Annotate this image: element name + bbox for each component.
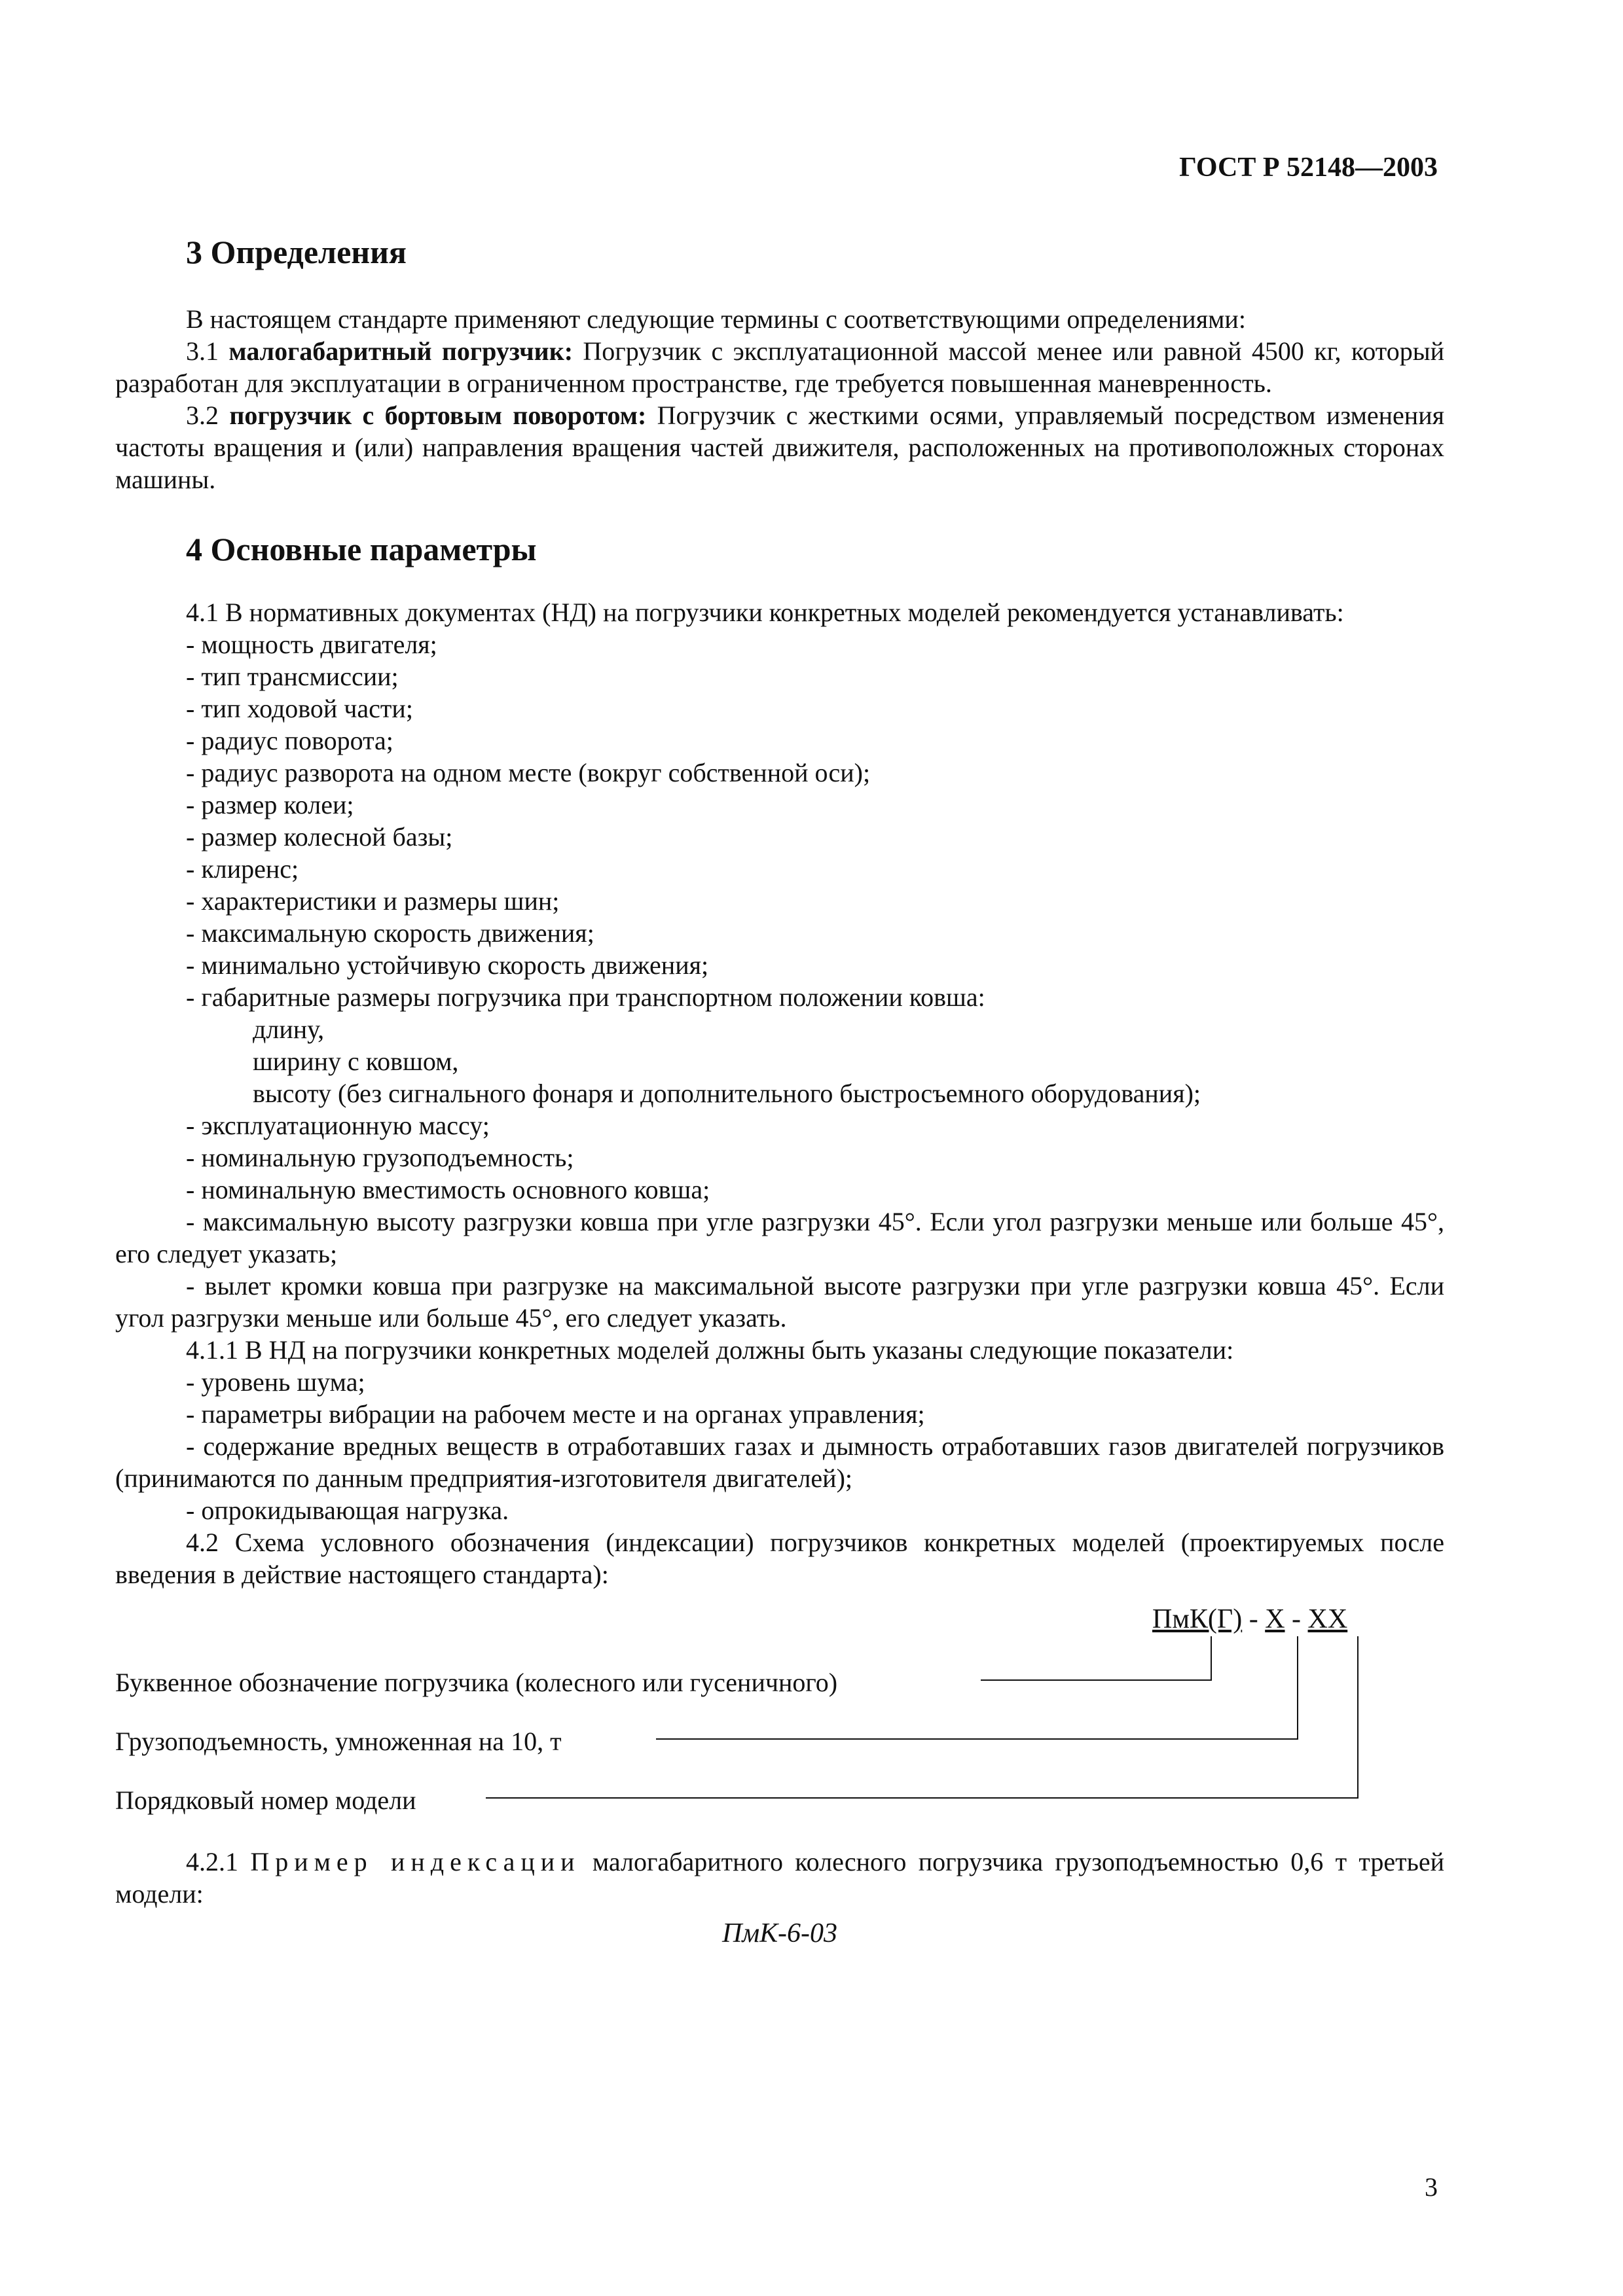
definition-number: 3.2	[186, 401, 219, 430]
page-content	[115, 232, 1444, 1950]
example-designation: ПмК-6-03	[722, 1918, 837, 1948]
paragraph-number: 4.2.1	[186, 1847, 238, 1876]
section-4-title: 4 Основные параметры	[186, 531, 537, 567]
code-model: ХХ	[1307, 1604, 1348, 1634]
list-item: - минимально устойчивую скорость движения;	[186, 950, 709, 980]
definition-3-1	[115, 335, 1444, 399]
designation-code	[1152, 1604, 1347, 1636]
section-3-title: 3 Определения	[186, 234, 407, 270]
example-heading: Пример индексации	[250, 1847, 581, 1876]
definition-term: малогабаритный погрузчик:	[228, 336, 574, 366]
definition-term: погрузчик с бортовым поворотом:	[229, 401, 647, 430]
paragraph-4-1-1: 4.1.1 В НД на погрузчики конкретных моделей должны быть указаны следующие показатели:	[186, 1335, 1234, 1365]
list-item: - номинальную грузоподъемность;	[186, 1143, 574, 1172]
page-number: 3	[1425, 2172, 1438, 2202]
list-item: - номинальную вместимость основного ковша;	[186, 1175, 710, 1204]
list-item: - характеристики и размеры шин;	[186, 886, 560, 916]
code-separator: -	[1242, 1604, 1266, 1634]
scheme-label-capacity: Грузоподъемность, умноженная на 10, т	[115, 1727, 562, 1756]
paragraph-4-2: 4.2 Схема условного обозначения (индексации) погрузчиков конкретных моделей (проектируемых после введения в действие настоящего стандарта):	[115, 1528, 1444, 1589]
list-item: - опрокидывающая нагрузка.	[186, 1496, 509, 1525]
list-item: - параметры вибрации на рабочем месте и на органах управления;	[186, 1399, 925, 1429]
list-item: - размер колесной базы;	[186, 822, 453, 852]
definition-3-2	[115, 399, 1444, 495]
code-separator: -	[1285, 1604, 1308, 1634]
list-item: - радиус поворота;	[186, 726, 393, 755]
list-item: - эксплуатационную массу;	[186, 1111, 490, 1140]
document-id: ГОСТ Р 52148—2003	[1179, 152, 1438, 183]
list-item: - максимальную скорость движения;	[186, 918, 594, 948]
section-3-intro: В настоящем стандарте применяют следующие термины с соответствующими определениями:	[186, 304, 1246, 334]
sub-list-item: длину,	[253, 1014, 325, 1044]
list-item: - клиренс;	[186, 854, 299, 884]
designation-scheme	[115, 1604, 1444, 1846]
definition-text: Погрузчик с жесткими осями, управляемый посредством изменения частоты вращения и (или) направления вращения частей движителя, расположенных на противоположных сторонах машины.	[115, 401, 1445, 494]
leader-line-type	[981, 1636, 1211, 1680]
paragraph-4-1: 4.1 В нормативных документах (НД) на погрузчики конкретных моделей рекомендуется устанавливать:	[186, 598, 1344, 627]
example-description: малогабаритного колесного погрузчика грузоподъемностью 0,6 т третьей модели:	[115, 1847, 1444, 1909]
list-item: - радиус разворота на одном месте (вокруг собственной оси);	[186, 758, 871, 787]
sub-list-item: высоту (без сигнального фонаря и дополнительного быстросъемного оборудования);	[253, 1079, 1201, 1108]
list-item-emissions: - содержание вредных веществ в отработавших газах и дымность отработавших газов двигателей погрузчиков (принимаются по данным предприятия-изготовителя двигателей);	[115, 1431, 1444, 1493]
leader-line-model	[486, 1636, 1358, 1798]
definition-text: Погрузчик с эксплуатационной массой менее или равной 4500 кг, который разработан для эксплуатации в ограниченном пространстве, где требуется повышенная маневренность.	[115, 336, 1444, 398]
paragraph-4-2-1	[115, 1846, 1444, 1910]
list-item: - габаритные размеры погрузчика при транспортном положении ковша:	[186, 982, 985, 1012]
list-item-unload-height: - максимальную высоту разгрузки ковша при угле разгрузки 45°. Если угол разгрузки меньше или больше 45°, его следует указать;	[115, 1207, 1444, 1268]
list-item: - тип трансмиссии;	[186, 662, 399, 691]
list-item-bucket-reach: - вылет кромки ковша при разгрузке на максимальной высоте разгрузки при угле разгрузки ковша 45°. Если угол разгрузки меньше или больше 45°, его следует указать.	[115, 1271, 1444, 1333]
definition-number: 3.1	[186, 336, 219, 366]
sub-list-item: ширину с ковшом,	[253, 1047, 459, 1076]
scheme-label-type: Буквенное обозначение погрузчика (колесного или гусеничного)	[115, 1668, 838, 1697]
list-item: - мощность двигателя;	[186, 630, 437, 659]
list-item: - тип ходовой части;	[186, 694, 413, 723]
list-item: - размер колеи;	[186, 790, 354, 819]
code-type: ПмК(Г)	[1152, 1604, 1243, 1634]
list-item: - уровень шума;	[186, 1367, 365, 1397]
scheme-label-model: Порядковый номер модели	[115, 1785, 416, 1815]
code-capacity: Х	[1265, 1604, 1285, 1634]
